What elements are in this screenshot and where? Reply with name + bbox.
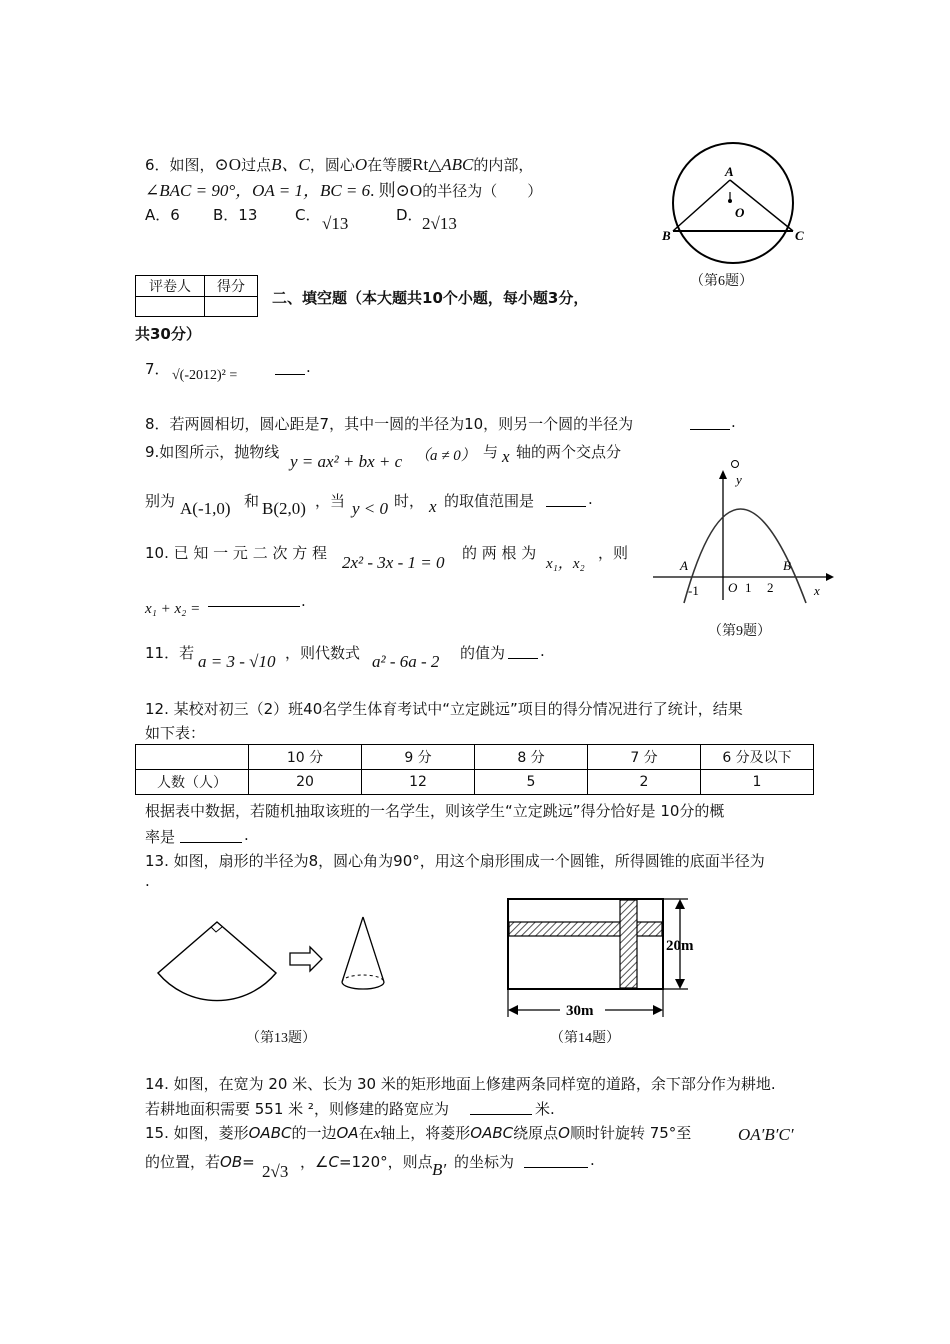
- q9-label-y: y: [736, 472, 742, 487]
- q8-text: 8．若两圆相切，圆心距是7，其中一圆的半径为10，则另一个圆的半径为: [145, 415, 634, 433]
- q6-opt-b: B．13: [213, 206, 258, 224]
- q10-sum: x₁ + x₂ =: [145, 601, 201, 617]
- q12-row-label: 人数（人）: [136, 770, 249, 795]
- q9-blank[interactable]: [546, 488, 586, 507]
- q12-cell-7: 2: [588, 770, 701, 795]
- q12-cell-10: 20: [249, 770, 362, 795]
- q9-text-yu: 与: [483, 443, 499, 461]
- q9-condition: （a ≠ 0）: [415, 448, 476, 464]
- q6-inside: 的内部，: [473, 156, 534, 174]
- q13-text: 13. 如图，扇形的半径为8，圆心角为90°，用这个扇形围成一个圆锥，所得圆锥的底面半径为: [145, 852, 765, 870]
- q14-width-label: 20m: [666, 938, 694, 954]
- q6-line1: [145, 150, 533, 175]
- q6-opt-d-math: 2√13: [422, 214, 457, 233]
- q6-label-b: B: [662, 228, 671, 243]
- q11-blank[interactable]: [508, 640, 538, 659]
- q11-text: ，则代数式: [285, 644, 361, 662]
- q6-given: ，OA = 1，BC = 6: [235, 181, 371, 200]
- q12-header-10: 10 分: [249, 745, 362, 770]
- q12-header-row: [136, 745, 814, 770]
- score-table-grader: 评卷人: [136, 276, 205, 297]
- q14-unit: 米.: [535, 1100, 555, 1118]
- q15-ask: 的坐标为: [454, 1153, 515, 1171]
- q7-end: .: [306, 358, 311, 376]
- q9-x2: x: [429, 497, 437, 516]
- q6-angle: ∠BAC = 90°: [145, 181, 236, 200]
- q9-label-1: 1: [745, 580, 752, 595]
- q15-b-prime: B′: [432, 1160, 447, 1179]
- q14-width-arrow-down: [675, 979, 685, 989]
- q12-cell-9: 12: [362, 770, 475, 795]
- q13-cone-base-front: [342, 982, 384, 989]
- q9-label-b: B: [783, 558, 791, 573]
- q9-text-2: 别为: [145, 492, 176, 510]
- q12-cell-6: 1: [701, 770, 814, 795]
- q15-t4: 轴上，将菱形: [380, 1124, 471, 1142]
- q9-text-1: 9.如图所示，抛物线: [145, 443, 280, 461]
- q15-oabc: OABC: [248, 1124, 292, 1142]
- q6-label-a: A: [725, 164, 734, 179]
- q9-label-2: 2: [767, 580, 774, 595]
- q15-oa: OA: [336, 1124, 359, 1142]
- q9-text-axis: 轴的两个交点分: [516, 443, 622, 461]
- q15-t5: 绕原点: [513, 1124, 559, 1142]
- q15-oabc-2: OABC: [470, 1124, 514, 1142]
- q6-figure: [660, 140, 810, 265]
- q10-end: .: [301, 592, 306, 610]
- q12-header-6: 6 分及以下: [701, 745, 814, 770]
- q10-blank[interactable]: [208, 590, 300, 607]
- q9-label-a: A: [680, 558, 688, 573]
- q6-caption: （第6题）: [690, 274, 753, 289]
- q12-end: .: [244, 826, 249, 844]
- score-table: [135, 275, 258, 317]
- q14-field: [508, 899, 663, 989]
- q11-ask: 的值为: [460, 644, 506, 662]
- q14-text-1: 14. 如图，在宽为 20 米、长为 30 米的矩形地面上修建两条同样宽的道路，余下部分作为耕地.: [145, 1075, 776, 1093]
- q9-x: x: [502, 447, 510, 466]
- q6-in-text: 在等腰: [367, 156, 413, 174]
- q9-label-neg1: -1: [688, 583, 699, 598]
- q6-prefix: 6．如图，: [145, 156, 215, 174]
- q9-point-b: B(2,0): [262, 499, 306, 518]
- q11-expression: a² - 6a - 2: [372, 652, 440, 671]
- q15-t2: 的一边: [291, 1124, 337, 1142]
- q6-circle-o: ⊙O: [214, 155, 242, 174]
- q9-y-arrow: [719, 470, 727, 479]
- q15-blank[interactable]: [524, 1149, 588, 1168]
- q14-blank[interactable]: [470, 1096, 532, 1115]
- q9-ineq: y < 0: [352, 499, 389, 518]
- q15-t7: 的位置，若: [145, 1153, 221, 1171]
- q9-figure: [648, 455, 838, 605]
- q15-rotated: OA′B′C′: [738, 1125, 794, 1144]
- q7-num: 7．: [145, 360, 170, 378]
- section2-heading-cont: 共30分）: [135, 325, 201, 343]
- q12-header-7: 7 分: [588, 745, 701, 770]
- q15-ob: OB: [220, 1153, 243, 1171]
- q6-center-text: ，圆心: [309, 156, 355, 174]
- q10-text-roots: 的 两 根 为: [462, 544, 537, 562]
- q12-text-3: 根据表中数据，若随机抽取该班的一名学生，则该学生“立定跳远”得分恰好是 10分的概: [145, 802, 725, 820]
- q15-x: x: [373, 1126, 381, 1142]
- q15-t8: ，∠: [300, 1153, 329, 1171]
- q6-opt-d: D．: [396, 206, 423, 224]
- q14-length-arrow-left: [508, 1005, 518, 1015]
- q6-center-dot: [728, 199, 732, 203]
- q14-length-label: 30m: [566, 1003, 594, 1019]
- q7-expr: √(-2012)² =: [172, 368, 238, 383]
- score-table-grader-cell[interactable]: [136, 297, 205, 317]
- q7-blank[interactable]: [275, 356, 305, 375]
- q15-t1: 15. 如图，菱形: [145, 1124, 249, 1142]
- q14-road-vertical: [620, 900, 637, 988]
- q12-header-8: 8 分: [475, 745, 588, 770]
- q15-o: O: [558, 1124, 570, 1142]
- q14-text-2: 若耕地面积需要 551 米 ²，则修建的路宽应为: [145, 1100, 449, 1118]
- q13-cone-right: [363, 917, 384, 982]
- q6-opt-c: C．: [295, 206, 321, 224]
- q13-cone-left: [342, 917, 363, 982]
- q8-blank[interactable]: [690, 411, 730, 430]
- q6-o: O: [354, 155, 368, 174]
- q9-point-a: A(-1,0): [180, 499, 231, 518]
- q6-opt-c-math: √13: [322, 214, 349, 233]
- q11-end: .: [540, 642, 545, 660]
- q10-text-1: 10. 已 知 一 元 二 次 方 程: [145, 544, 328, 562]
- score-table-score: 得分: [205, 276, 258, 297]
- q6-label-c: C: [795, 228, 804, 243]
- q6-line2: [145, 176, 542, 201]
- q12-score-table: [135, 744, 814, 795]
- q14-road-horizontal: [509, 922, 662, 936]
- arrow-icon: [290, 947, 322, 971]
- section2-heading: 二、填空题（本大题共10个小题，每小题3分，: [272, 289, 589, 307]
- q12-header-blank: [136, 745, 249, 770]
- q9-end: .: [588, 490, 593, 508]
- q9-caption: （第9题）: [708, 624, 771, 639]
- q9-shi: 时，: [394, 492, 425, 510]
- q6-label-o: O: [735, 205, 745, 220]
- q15-line2b: [300, 1151, 433, 1172]
- q9-x-arrow: [826, 573, 834, 581]
- q10-equation: 2x² - 3x - 1 = 0: [342, 553, 445, 572]
- q15-end: .: [590, 1151, 595, 1169]
- q11-equation: a = 3 - √10: [198, 652, 276, 671]
- q6-side-ab: [673, 180, 730, 231]
- q14-length-arrow-right: [653, 1005, 663, 1015]
- q13-sector: [158, 922, 276, 1001]
- q13-right-angle-mark: [211, 927, 222, 932]
- q6-circle: [673, 143, 793, 263]
- q11-ruo: 11．若: [145, 644, 195, 662]
- q15-t3: 在: [358, 1124, 374, 1142]
- q6-abc: ABC: [441, 155, 474, 174]
- q8-end: .: [731, 413, 736, 431]
- q14-figure: [500, 893, 720, 1023]
- q13-figure: [150, 912, 400, 1012]
- q15-t6: 顺时针旋转 75°至: [569, 1124, 692, 1142]
- q6-points-bc: B、C: [271, 155, 310, 174]
- q6-through: 过点: [241, 156, 272, 174]
- q14-width-arrow-up: [675, 899, 685, 909]
- q15-line1: [145, 1122, 691, 1143]
- q12-blank[interactable]: [180, 824, 242, 843]
- q9-label-x: x: [814, 583, 820, 598]
- q13-caption: （第13题）: [246, 1031, 316, 1046]
- q9-when: ，当: [315, 492, 346, 510]
- q12-text-1: 12. 某校对初三（2）班40名学生体育考试中“立定跳远”项目的得分情况进行了统计，结果: [145, 700, 743, 718]
- q9-small-circle: [732, 461, 739, 468]
- score-table-score-cell[interactable]: [205, 297, 258, 317]
- q13-cone-base-back: [342, 975, 384, 982]
- q12-text-2: 如下表：: [145, 724, 206, 742]
- q15-t9: =120°，则点: [338, 1153, 433, 1171]
- q12-header-9: 9 分: [362, 745, 475, 770]
- q9-he: 和: [244, 492, 260, 510]
- q14-caption: （第14题）: [550, 1031, 620, 1046]
- q12-cell-8: 5: [475, 770, 588, 795]
- q15-c: C: [328, 1153, 339, 1171]
- q15-line2: [145, 1151, 255, 1172]
- q9-parabola-eq: y = ax² + bx + c: [290, 452, 403, 471]
- q10-roots: x₁，x₂: [546, 556, 585, 572]
- q9-ask: 的取值范围是: [444, 492, 535, 510]
- q6-ask: 的半径为（ ）: [422, 182, 543, 200]
- q6-then: . 则⊙O: [370, 181, 423, 200]
- q15-ob-value: 2√3: [262, 1162, 289, 1181]
- q15-eq: =: [242, 1153, 255, 1171]
- q10-then: ，则: [598, 544, 629, 562]
- q9-label-o: O: [728, 580, 738, 595]
- q6-opt-a: A．6: [145, 206, 180, 224]
- q12-text-4: 率是: [145, 828, 176, 846]
- q12-data-row: [136, 770, 814, 795]
- q13-dot: .: [145, 872, 150, 890]
- q6-rt: Rt△: [412, 155, 442, 174]
